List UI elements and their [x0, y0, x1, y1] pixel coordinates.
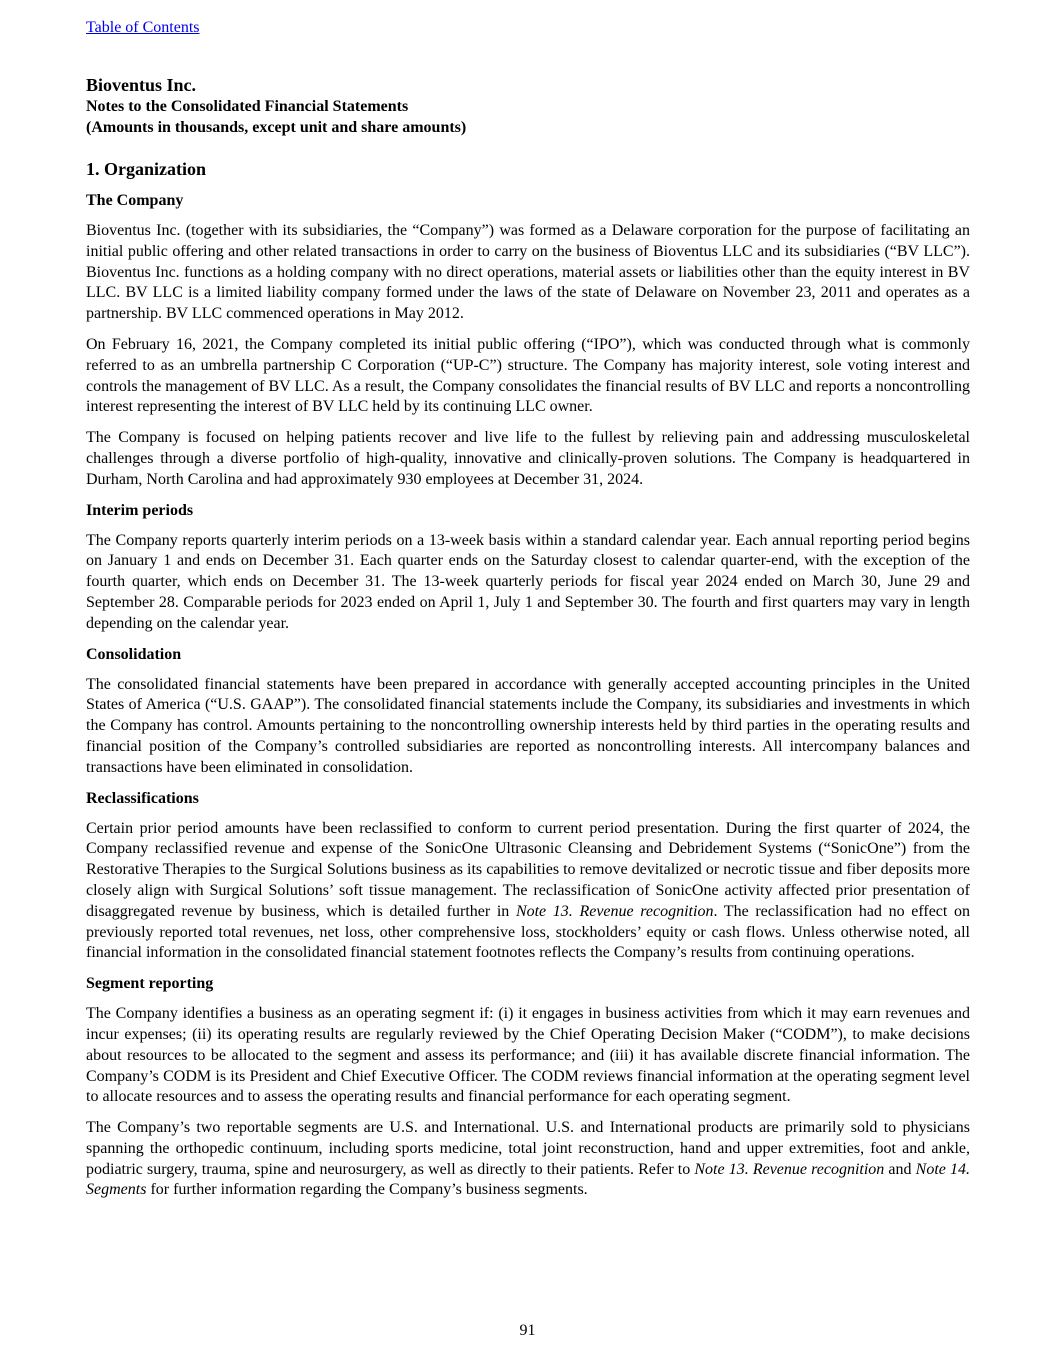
segment-text-and: and: [884, 1160, 916, 1178]
company-heading: The Company: [86, 192, 184, 209]
company-name: Bioventus Inc.: [86, 75, 197, 95]
interim-periods-heading: Interim periods: [86, 501, 194, 519]
document-header: [86, 74, 970, 138]
reclass-text-b: . The reclassification had no effect on previously reported total revenues, net loss, other comprehensive loss, stockholders’ equity or cash flows. Unless otherwise noted, all financial information in the consolidated financial statement footnotes reflects the Company’s results from continuing operations.: [86, 902, 970, 962]
notes-title: Notes to the Consolidated Financial Statements: [86, 98, 409, 115]
reclassifications-heading: Reclassifications: [86, 789, 199, 807]
segment-paragraph-1: The Company identifies a business as an operating segment if: (i) it engages in business activities from which it may earn revenues and incur expenses; (ii) its operating results are regularly reviewed by the Chief Operating Decision Maker (“CODM”), to make decisions about resources to be allocated to the segment and assess its performance; and (iii) it has available discrete financial information. The Company’s CODM is its President and Chief Executive Officer. The CODM reviews financial information at the operating segment level to allocate resources and to assess the operating results and financial performance for each operating segment.: [86, 1005, 970, 1106]
segment-reporting-heading: Segment reporting: [86, 975, 214, 993]
segment-text-a: The Company’s two reportable segments are U.S. and International. U.S. and International products are primarily sold to physicians spanning the orthopedic continuum, including sports medicine, total joint reconstruction, hand and upper extremities, foot and ankle, podiatric surgery, trauma, spine and neurosurgery, as well as directly to their patients. Refer to: [86, 1119, 970, 1178]
page-number: 91: [519, 1322, 536, 1339]
notes-content: [86, 157, 970, 1211]
table-of-contents-link[interactable]: Table of Contents: [86, 19, 200, 36]
segment-note-13-reference: Note 13. Revenue recognition: [694, 1160, 885, 1178]
reclass-text-a: Certain prior period amounts have been reclassified to conform to current period presentation. During the first quarter of 2024, the Company reclassified revenue and expense of the SonicOne Ultrasonic Cleansing and Debridement Systems (“SonicOne”) from the Restorative Therapies to the Surgical Solutions business as its capabilities to remove devitalized or necrotic tissue and fiber deposits more closely align with Surgical Solutions’ soft tissue management. The reclassification of SonicOne activity affected prior presentation of disaggregated revenue by business, which is detailed further in: [86, 819, 970, 920]
company-paragraph-2: On February 16, 2021, the Company completed its initial public offering (“IPO”), which was conducted through what is commonly referred to as an umbrella partnership C Corporation (“UP-C”) structure. The Company has majority interest, sole voting interest and controls the management of BV LLC. As a result, the Company consolidates the financial results of BV LLC and reports a noncontrolling interest representing the interest of BV LLC held by its continuing LLC owner.: [86, 335, 970, 416]
segment-text-b: for further information regarding the Company’s business segments.: [146, 1181, 588, 1199]
company-paragraph-3: The Company is focused on helping patients recover and live life to the fullest by relieving pain and addressing musculoskeletal challenges through a diverse portfolio of high-quality, innovative and clinically-proven solutions. The Company is headquartered in Durham, North Carolina and had approximately 930 employees at December 31, 2024.: [86, 429, 970, 488]
segment-paragraph-2: [86, 1118, 970, 1201]
interim-periods-paragraph: The Company reports quarterly interim periods on a 13-week basis within a standard calendar year. Each annual reporting period begins on January 1 and ends on December 31. Each quarter ends on the Saturday closest to calendar quarter-end, with the exception of the fourth quarter, which ends on December 31. The 13-week quarterly periods for fiscal year 2024 ended on March 30, June 29 and September 28. Comparable periods for 2023 ended on April 1, July 1 and September 30. The fourth and first quarters may vary in length depending on the calendar year.: [86, 531, 970, 632]
consolidation-paragraph: The consolidated financial statements have been prepared in accordance with generally accepted accounting principles in the United States of America (“U.S. GAAP”). The consolidated financial statements include the Company, its subsidiaries and investments in which the Company has control. Amounts pertaining to the noncontrolling ownership interests held by third parties in the operating results and financial position of the Company’s controlled subsidiaries are reported as noncontrolling interests. All intercompany balances and transactions have been eliminated in consolidation.: [86, 675, 970, 776]
company-paragraph-1: Bioventus Inc. (together with its subsidiaries, the “Company”) was formed as a Delaware corporation for the purpose of facilitating an initial public offering and other related transactions in order to carry on the business of Bioventus LLC and its subsidiaries (“BV LLC”). Bioventus Inc. functions as a holding company with no direct operations, material assets or liabilities other than the equity interest in BV LLC. BV LLC is a limited liability company formed under the laws of the state of Delaware on November 23, 2011 and operates as a partnership. BV LLC commenced operations in May 2012.: [86, 222, 970, 323]
amounts-note: (Amounts in thousands, except unit and share amounts): [86, 119, 467, 136]
segment-note-14-reference: Note 14. Segments: [86, 1160, 971, 1199]
reclass-note-reference: Note 13. Revenue recognition: [515, 902, 714, 920]
reclassifications-paragraph: [86, 819, 970, 965]
section-title: 1. Organization: [86, 159, 206, 179]
consolidation-heading: Consolidation: [86, 645, 182, 663]
